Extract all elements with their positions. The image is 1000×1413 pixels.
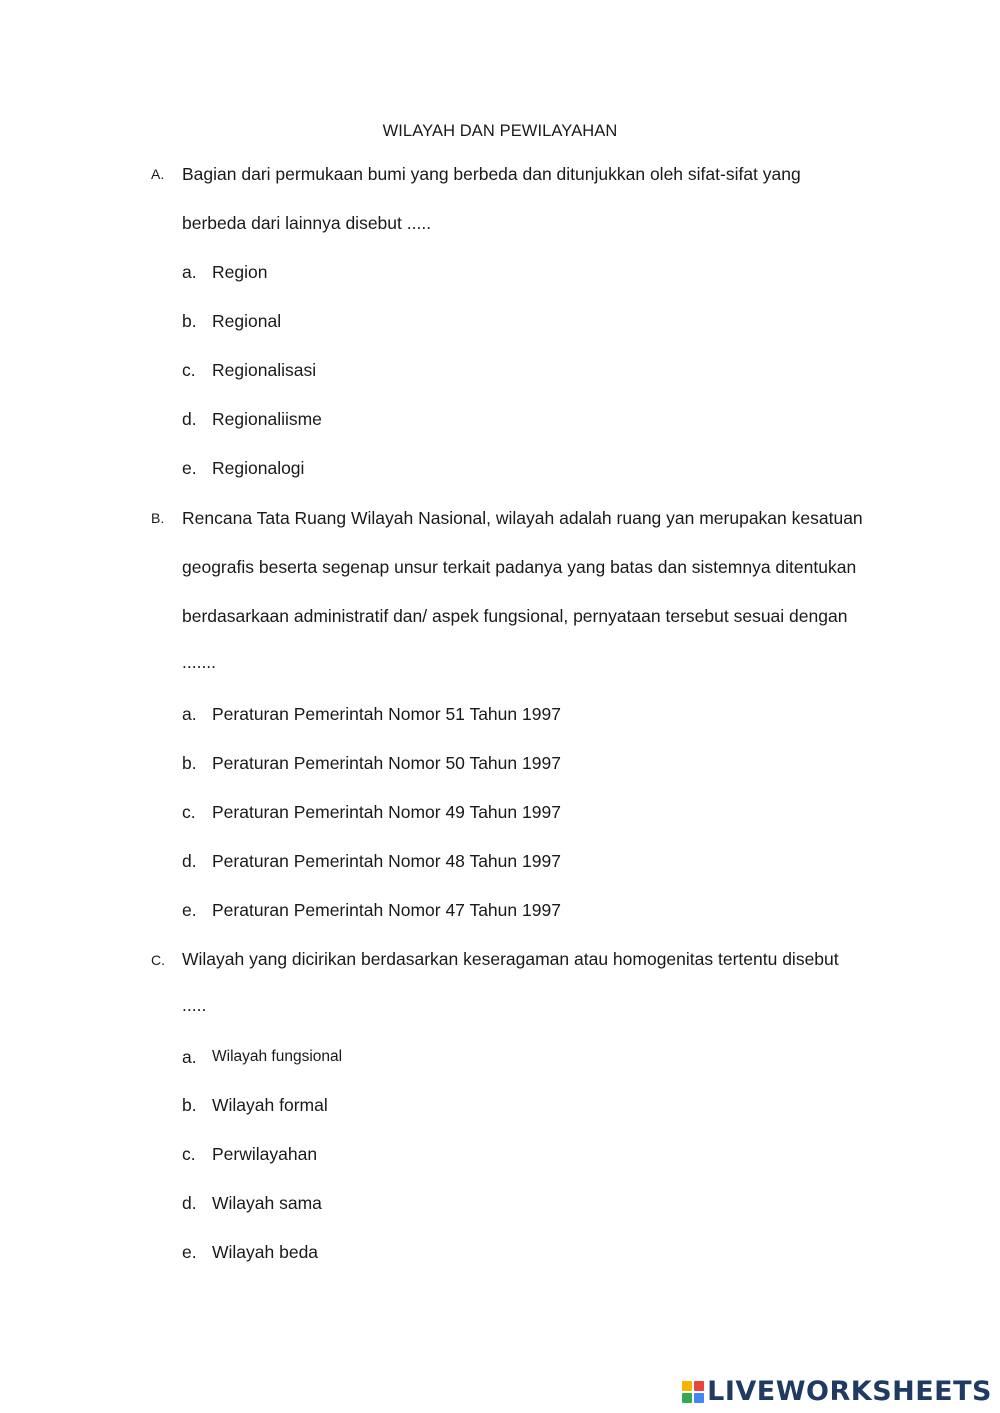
logo-square-icon [694, 1393, 704, 1403]
question-text-line: berdasarkaan administratif dan/ aspek fungsional, pernyataan tersebut sesuai dengan [182, 606, 848, 626]
question-marker: A. [151, 166, 165, 182]
question-text-line: Bagian dari permukaan bumi yang berbeda dan ditunjukkan oleh sifat-sifat yang [182, 164, 801, 184]
option-letter: a. [182, 262, 197, 282]
option-letter: d. [182, 409, 197, 429]
option-text: Wilayah sama [212, 1193, 322, 1213]
option-letter: c. [182, 1144, 196, 1164]
option-text: Peraturan Pemerintah Nomor 51 Tahun 1997 [212, 704, 561, 724]
logo-square-icon [694, 1381, 704, 1391]
option-text: Wilayah beda [212, 1242, 319, 1262]
logo-square-icon [682, 1381, 692, 1391]
option-text: Peraturan Pemerintah Nomor 47 Tahun 1997 [212, 900, 561, 920]
question-text-line: ..... [182, 995, 207, 1015]
option-text: Region [212, 262, 268, 282]
question-marker: B. [151, 510, 165, 526]
option-text: Wilayah formal [212, 1095, 328, 1115]
option-letter: e. [182, 900, 197, 920]
option-text: Regionalisasi [212, 360, 317, 380]
option-letter: a. [182, 1047, 197, 1067]
logo-square-icon [682, 1393, 692, 1403]
option-letter: d. [182, 851, 197, 871]
option-text: Regionaliisme [212, 409, 322, 429]
option-text: Peraturan Pemerintah Nomor 48 Tahun 1997 [212, 851, 561, 871]
option-letter: b. [182, 311, 197, 331]
option-letter: d. [182, 1193, 197, 1213]
question-text-line: Wilayah yang dicirikan berdasarkan keseragaman atau homogenitas tertentu disebut [182, 949, 839, 969]
question-text-line: Rencana Tata Ruang Wilayah Nasional, wilayah adalah ruang yan merupakan kesatuan [182, 508, 863, 528]
logo-grid-icon [682, 1381, 704, 1403]
option-text: Regional [212, 311, 282, 331]
logo-text: LIVEWORKSHEETS [707, 1376, 992, 1407]
option-letter: c. [182, 802, 196, 822]
option-letter: e. [182, 458, 197, 478]
question-text-line: ....... [182, 652, 217, 672]
question-text-line: berbeda dari lainnya disebut ..... [182, 213, 432, 233]
option-letter: e. [182, 1242, 197, 1262]
option-text: Regionalogi [212, 458, 305, 478]
liveworksheets-logo[interactable] [682, 1376, 992, 1407]
option-text: Wilayah fungsional [212, 1048, 343, 1065]
option-letter: b. [182, 1095, 197, 1115]
option-text: Peraturan Pemerintah Nomor 50 Tahun 1997 [212, 753, 561, 773]
option-text: Perwilayahan [212, 1144, 318, 1164]
option-letter: a. [182, 704, 197, 724]
question-text-line: geografis beserta segenap unsur terkait padanya yang batas dan sistemnya ditentukan [182, 557, 857, 577]
question-marker: C. [151, 952, 165, 968]
option-letter: c. [182, 360, 196, 380]
option-text: Peraturan Pemerintah Nomor 49 Tahun 1997 [212, 802, 561, 822]
option-letter: b. [182, 753, 197, 773]
page-title: WILAYAH DAN PEWILAYAHAN [382, 122, 618, 140]
